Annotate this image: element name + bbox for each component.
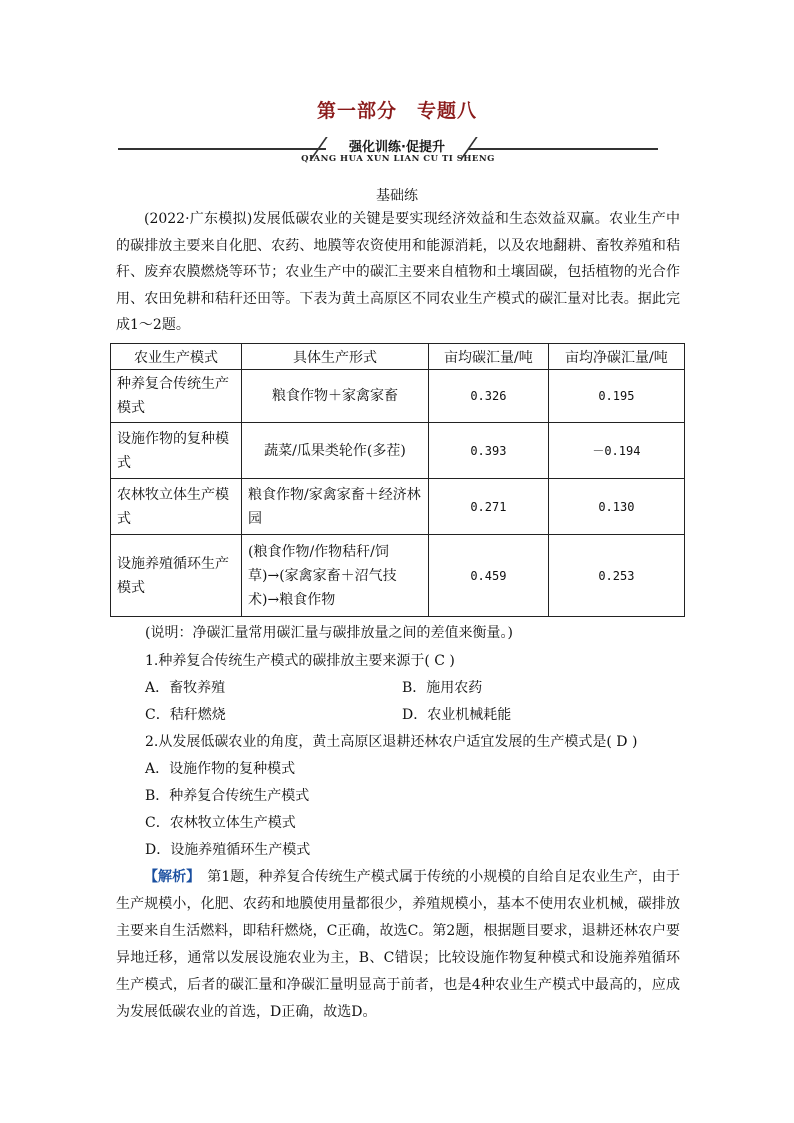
table-cell-form: (粮食作物/作物秸秆/饲草)→(家禽家畜＋沼气技术)→粮食作物 [242,535,429,617]
banner-line-right [468,148,658,150]
question-1-option-d: D．农业机械耗能 [402,707,512,723]
table-cell-net-sink: 0.253 [548,535,684,617]
carbon-sink-table [110,343,685,617]
table-header: 亩均净碳汇量/吨 [548,344,684,370]
table-cell-form: 粮食作物＋家禽家畜 [242,370,429,423]
analysis-tag: 【解析】 [144,869,194,885]
table-cell-net-sink: 0.195 [548,370,684,423]
table-row [111,370,685,423]
question-2-option-b: B．种养复合传统生产模式 [145,788,310,804]
intro-paragraph: (2022·广东模拟)发展低碳农业的关键是要实现经济效益和生态效益双赢。农业生产中的碳排放主要来自化肥、农药、地膜等农资使用和能源消耗，以及农地翻耕、畜牧养殖和秸秆、废弃农膜燃烧等环节；农业生产中的碳汇主要来自植物和土壤固碳，包括植物的光合作用、农田免耕和秸秆还田等。下表为黄土高原区不同农业生产模式的碳汇量对比表。据此完成1～2题。 [116,211,680,333]
page-title: 第一部分 专题八 [316,100,477,122]
section-heading: 基础练 [376,188,418,204]
table-header-row [111,344,685,370]
table-cell-net-sink: －0.194 [548,423,684,479]
table-header: 亩均碳汇量/吨 [429,344,549,370]
table-cell-mode: 设施作物的复种模式 [111,423,242,479]
question-1-stem: 1.种养复合传统生产模式的碳排放主要来源于( C ) [145,653,455,669]
table-row [111,535,685,617]
table-cell-mode: 设施养殖循环生产模式 [111,535,242,617]
table-cell-mode: 种养复合传统生产模式 [111,370,242,423]
table-cell-form: 蔬菜/瓜果类轮作(多茬) [242,423,429,479]
banner-title: 强化训练·促提升 [349,140,445,155]
table-cell-sink: 0.271 [429,479,549,535]
table-row [111,423,685,479]
table-header: 具体生产形式 [242,344,429,370]
table-note: (说明：净碳汇量常用碳汇量与碳排放量之间的差值来衡量。) [145,625,513,641]
section-banner [118,134,658,170]
table-cell-mode: 农林牧立体生产模式 [111,479,242,535]
table-cell-net-sink: 0.130 [548,479,684,535]
question-1-option-b: B．施用农药 [402,680,483,696]
question-2-option-d: D．设施养殖循环生产模式 [145,842,311,858]
banner-pinyin: QIANG HUA XUN LIAN CU TI SHENG [301,154,495,164]
table-cell-sink: 0.459 [429,535,549,617]
table-cell-form: 粮食作物/家禽家畜＋经济林园 [242,479,429,535]
question-1-option-a: A．畜牧养殖 [145,680,226,696]
question-2-option-c: C．农林牧立体生产模式 [145,815,296,831]
table-header: 农业生产模式 [111,344,242,370]
table-cell-sink: 0.393 [429,423,549,479]
question-1-option-c: C．秸秆燃烧 [145,707,226,723]
question-2-stem: 2.从发展低碳农业的角度，黄土高原区退耕还林农户适宜发展的生产模式是( D ) [145,734,638,750]
banner-line-left [118,148,326,150]
question-2-option-a: A．设施作物的复种模式 [145,761,296,777]
analysis-paragraph [116,864,680,1026]
analysis-text: 第1题，种养复合传统生产模式属于传统的小规模的自给自足农业生产，由于生产规模小，化肥、农药和地膜使用量都很少，养殖规模小，基本不使用农业机械，碳排放主要来自生活燃料，即秸秆燃烧，C正确，故选C。第2题，根据题目要求，退耕还林农户要异地迁移，通常以发展设施农业为主，B、C错误；比较设施作物复种模式和设施养殖循环生产模式，后者的碳汇量和净碳汇量明显高于前者，也是4种农业生产模式中最高的，应成为发展低碳农业的首选，D正确，故选D。 [116,869,681,1020]
table-row [111,479,685,535]
table-cell-sink: 0.326 [429,370,549,423]
